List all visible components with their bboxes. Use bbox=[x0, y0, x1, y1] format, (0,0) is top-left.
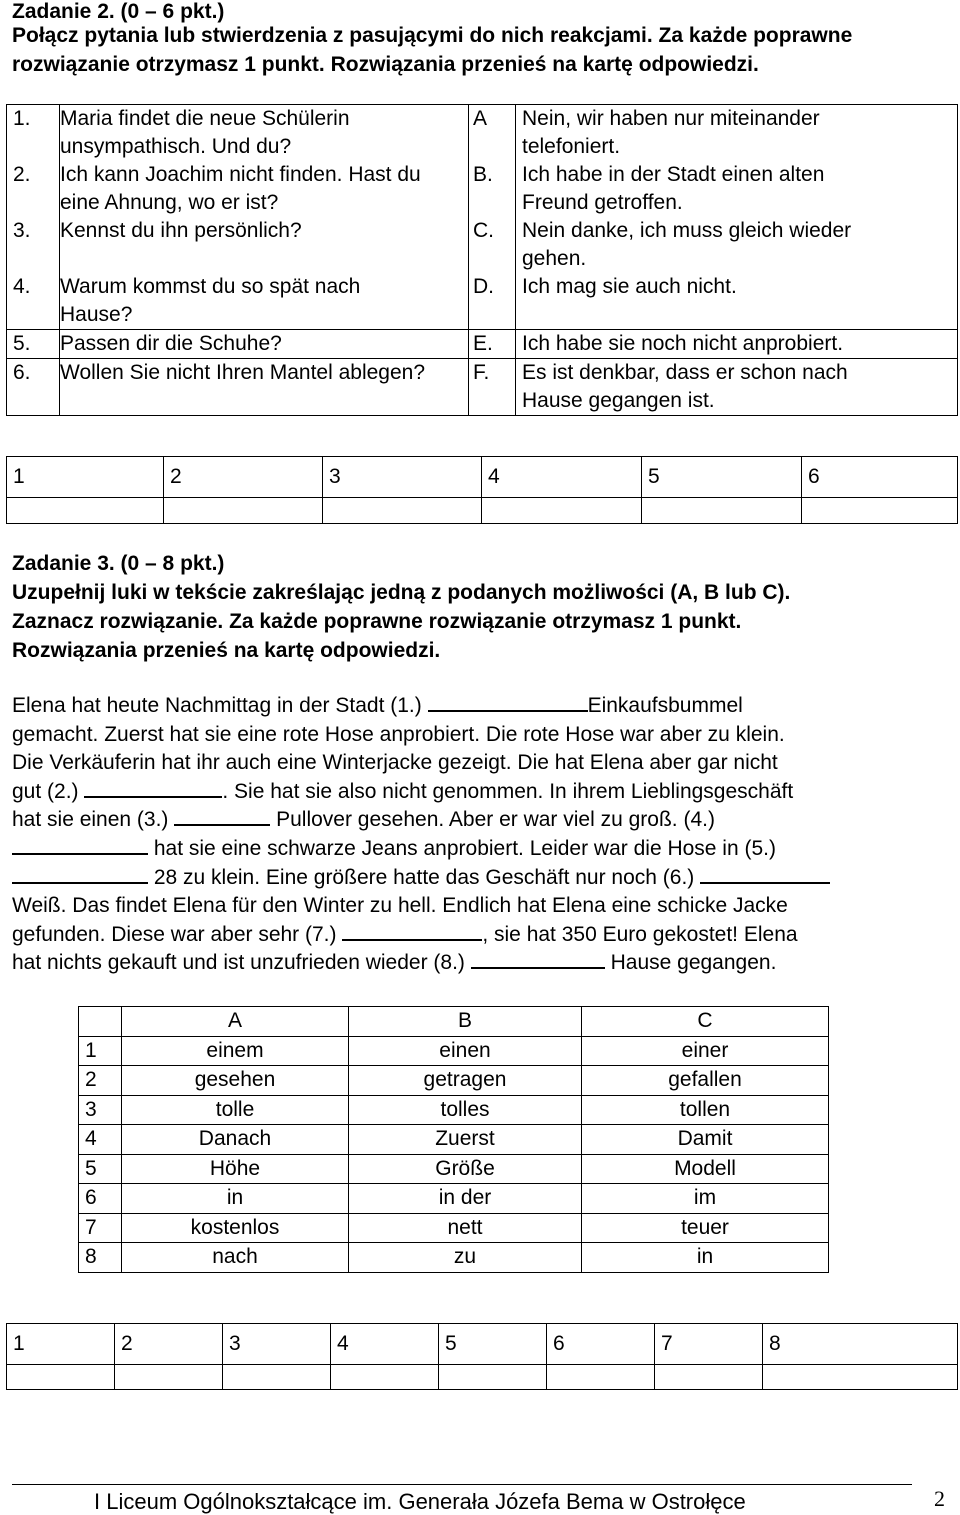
grid-answer-cell[interactable] bbox=[7, 1365, 115, 1390]
grid-header-cell: 2 bbox=[164, 457, 323, 498]
options-corner bbox=[79, 1007, 122, 1037]
options-row bbox=[79, 1154, 829, 1184]
grid-answer-cell[interactable] bbox=[223, 1365, 331, 1390]
options-table bbox=[78, 1006, 829, 1273]
option-c[interactable]: tollen bbox=[582, 1095, 829, 1125]
task2-instruction-2: rozwiązanie otrzymasz 1 punkt. Rozwiązania przenieś na kartę odpowiedzi. bbox=[12, 53, 759, 76]
option-b[interactable]: Größe bbox=[349, 1154, 582, 1184]
grid-header-cell: 6 bbox=[547, 1324, 655, 1365]
grid-header-cell: 5 bbox=[642, 457, 802, 498]
grid-answer-cell[interactable] bbox=[482, 498, 642, 524]
page-number: 2 bbox=[934, 1486, 945, 1511]
option-b[interactable]: getragen bbox=[349, 1066, 582, 1096]
grid-answer-cell[interactable] bbox=[439, 1365, 547, 1390]
match-row bbox=[7, 330, 958, 359]
grid-answer-cell[interactable] bbox=[164, 498, 323, 524]
grid-header-cell: 2 bbox=[115, 1324, 223, 1365]
option-number: 3 bbox=[79, 1095, 122, 1125]
option-a[interactable]: in bbox=[122, 1184, 349, 1214]
options-header-a: A bbox=[122, 1007, 349, 1037]
option-number: 5 bbox=[79, 1154, 122, 1184]
option-number: 8 bbox=[79, 1243, 122, 1273]
grid-answer-cell[interactable] bbox=[763, 1365, 958, 1390]
question-text: Wollen Sie nicht Ihren Mantel ablegen? bbox=[60, 359, 469, 416]
answer-text: Nein, wir haben nur miteinander telefoniert. bbox=[516, 105, 958, 162]
option-c[interactable]: in bbox=[582, 1243, 829, 1273]
grid-answer-cell[interactable] bbox=[802, 498, 958, 524]
question-text: Warum kommst du so spät nach Hause? bbox=[60, 273, 469, 330]
grid-header-cell: 1 bbox=[7, 457, 164, 498]
option-number: 4 bbox=[79, 1125, 122, 1155]
question-text: Kennst du ihn persönlich? bbox=[60, 217, 469, 273]
matching-table bbox=[6, 104, 958, 416]
options-row bbox=[79, 1184, 829, 1214]
option-b[interactable]: Zuerst bbox=[349, 1125, 582, 1155]
task3-title: Zadanie 3. (0 – 8 pkt.) bbox=[12, 552, 225, 575]
question-number: 6. bbox=[7, 359, 60, 416]
answer-text: Ich mag sie auch nicht. bbox=[516, 273, 958, 330]
question-number: 3. bbox=[7, 217, 60, 273]
match-row bbox=[7, 161, 958, 217]
task3-instruction-3: Rozwiązania przenieś na kartę odpowiedzi. bbox=[12, 639, 441, 662]
options-row bbox=[79, 1125, 829, 1155]
task2-instruction-1: Połącz pytania lub stwierdzenia z pasującymi do nich reakcjami. Za każde poprawne bbox=[12, 24, 853, 47]
options-header-c: C bbox=[582, 1007, 829, 1037]
answer-letter: F. bbox=[469, 359, 516, 416]
answer-letter: A bbox=[469, 105, 516, 162]
answer-text: Es ist denkbar, dass er schon nach Hause gegangen ist. bbox=[516, 359, 958, 416]
option-number: 2 bbox=[79, 1066, 122, 1096]
option-b[interactable]: tolles bbox=[349, 1095, 582, 1125]
options-row bbox=[79, 1243, 829, 1273]
gap-3[interactable] bbox=[174, 806, 270, 826]
task3-instruction-2: Zaznacz rozwiązanie. Za każde poprawne rozwiązanie otrzymasz 1 punkt. bbox=[12, 610, 742, 633]
options-header-b: B bbox=[349, 1007, 582, 1037]
grid-answer-cell[interactable] bbox=[7, 498, 164, 524]
grid-answer-cell[interactable] bbox=[547, 1365, 655, 1390]
task2-answer-grid bbox=[6, 456, 958, 524]
option-a[interactable]: Höhe bbox=[122, 1154, 349, 1184]
options-row bbox=[79, 1213, 829, 1243]
answer-text: Nein danke, ich muss gleich wieder gehen. bbox=[516, 217, 958, 273]
gap-5[interactable] bbox=[12, 864, 148, 884]
grid-header-cell: 5 bbox=[439, 1324, 547, 1365]
grid-answer-cell[interactable] bbox=[331, 1365, 439, 1390]
option-a[interactable]: einem bbox=[122, 1036, 349, 1066]
task2-title: Zadanie 2. (0 – 6 pkt.) bbox=[12, 0, 225, 23]
question-number: 2. bbox=[7, 161, 60, 217]
task3-answer-grid bbox=[6, 1323, 958, 1390]
answer-letter: B. bbox=[469, 161, 516, 217]
option-a[interactable]: nach bbox=[122, 1243, 349, 1273]
match-row bbox=[7, 359, 958, 416]
match-row bbox=[7, 105, 958, 162]
option-b[interactable]: zu bbox=[349, 1243, 582, 1273]
question-number: 4. bbox=[7, 273, 60, 330]
question-text: Passen dir die Schuhe? bbox=[60, 330, 469, 359]
option-number: 7 bbox=[79, 1213, 122, 1243]
answer-letter: D. bbox=[469, 273, 516, 330]
footer-school: I Liceum Ogólnokształcące im. Generała Józefa Bema w Ostrołęce bbox=[94, 1489, 746, 1514]
grid-answer-cell[interactable] bbox=[323, 498, 482, 524]
option-a[interactable]: Danach bbox=[122, 1125, 349, 1155]
option-number: 1 bbox=[79, 1036, 122, 1066]
option-a[interactable]: gesehen bbox=[122, 1066, 349, 1096]
gap-4[interactable] bbox=[12, 835, 148, 855]
option-number: 6 bbox=[79, 1184, 122, 1214]
footer-divider bbox=[12, 1484, 912, 1485]
question-text: Maria findet die neue Schülerin unsympathisch. Und du? bbox=[60, 105, 469, 162]
grid-header-cell: 6 bbox=[802, 457, 958, 498]
match-row bbox=[7, 273, 958, 330]
option-c[interactable]: gefallen bbox=[582, 1066, 829, 1096]
answer-text: Ich habe sie noch nicht anprobiert. bbox=[516, 330, 958, 359]
grid-header-cell: 1 bbox=[7, 1324, 115, 1365]
options-header-row bbox=[79, 1007, 829, 1037]
options-row bbox=[79, 1095, 829, 1125]
grid-answer-cell[interactable] bbox=[115, 1365, 223, 1390]
option-c[interactable]: einer bbox=[582, 1036, 829, 1066]
option-b[interactable]: einen bbox=[349, 1036, 582, 1066]
question-number: 5. bbox=[7, 330, 60, 359]
gap-text: Elena hat heute Nachmittag in der Stadt (1.) Einkaufsbummel gemacht. Zuerst hat sie eine rote Hose anprobiert. Die rote Hose war aber zu klein. Die Verkäuferin hat ihr auch eine Winterjacke gezeigt. Die hat Elena aber gar nicht gut (2.) . Sie hat sie also nicht genommen. In ihrem Lieblingsgeschäft hat sie einen (3.) Pullover gesehen. Aber er war viel zu groß. (4.) hat sie eine schwarze Jeans anprobiert. Leider war die Hose in (5.) 28 zu klein. Eine größere hatte das Geschäft nur noch (6.) Weiß. Das findet Elena für den Winter zu hell. Endlich hat Elena eine schicke Jacke gefunden. Diese war aber sehr (7.) , sie hat 350 Euro gekostet! Elena hat nichts gekauft und ist unzufrieden wieder (8.) Hause gegangen. bbox=[12, 692, 942, 978]
gap-6[interactable] bbox=[700, 864, 830, 884]
question-text: Ich kann Joachim nicht finden. Hast du eine Ahnung, wo er ist? bbox=[60, 161, 469, 217]
option-b[interactable]: in der bbox=[349, 1184, 582, 1214]
option-b[interactable]: nett bbox=[349, 1213, 582, 1243]
grid-header-cell: 3 bbox=[323, 457, 482, 498]
options-row bbox=[79, 1036, 829, 1066]
option-c[interactable]: Damit bbox=[582, 1125, 829, 1155]
option-c[interactable]: im bbox=[582, 1184, 829, 1214]
grid-answer-cell[interactable] bbox=[642, 498, 802, 524]
answer-letter: E. bbox=[469, 330, 516, 359]
question-number: 1. bbox=[7, 105, 60, 162]
grid-header-cell: 4 bbox=[482, 457, 642, 498]
option-c[interactable]: teuer bbox=[582, 1213, 829, 1243]
option-a[interactable]: kostenlos bbox=[122, 1213, 349, 1243]
gap-7[interactable] bbox=[342, 921, 482, 941]
grid-header-cell: 7 bbox=[655, 1324, 763, 1365]
grid-header-cell: 4 bbox=[331, 1324, 439, 1365]
gap-1[interactable] bbox=[428, 692, 588, 712]
grid-answer-cell[interactable] bbox=[655, 1365, 763, 1390]
answer-text: Ich habe in der Stadt einen alten Freund getroffen. bbox=[516, 161, 958, 217]
options-row bbox=[79, 1066, 829, 1096]
task3-instruction-1: Uzupełnij luki w tekście zakreślając jedną z podanych możliwości (A, B lub C). bbox=[12, 581, 791, 604]
match-row bbox=[7, 217, 958, 273]
grid-header-cell: 3 bbox=[223, 1324, 331, 1365]
option-c[interactable]: Modell bbox=[582, 1154, 829, 1184]
answer-letter: C. bbox=[469, 217, 516, 273]
grid-header-cell: 8 bbox=[763, 1324, 958, 1365]
gap-8[interactable] bbox=[471, 949, 605, 969]
gap-2[interactable] bbox=[84, 778, 222, 798]
option-a[interactable]: tolle bbox=[122, 1095, 349, 1125]
